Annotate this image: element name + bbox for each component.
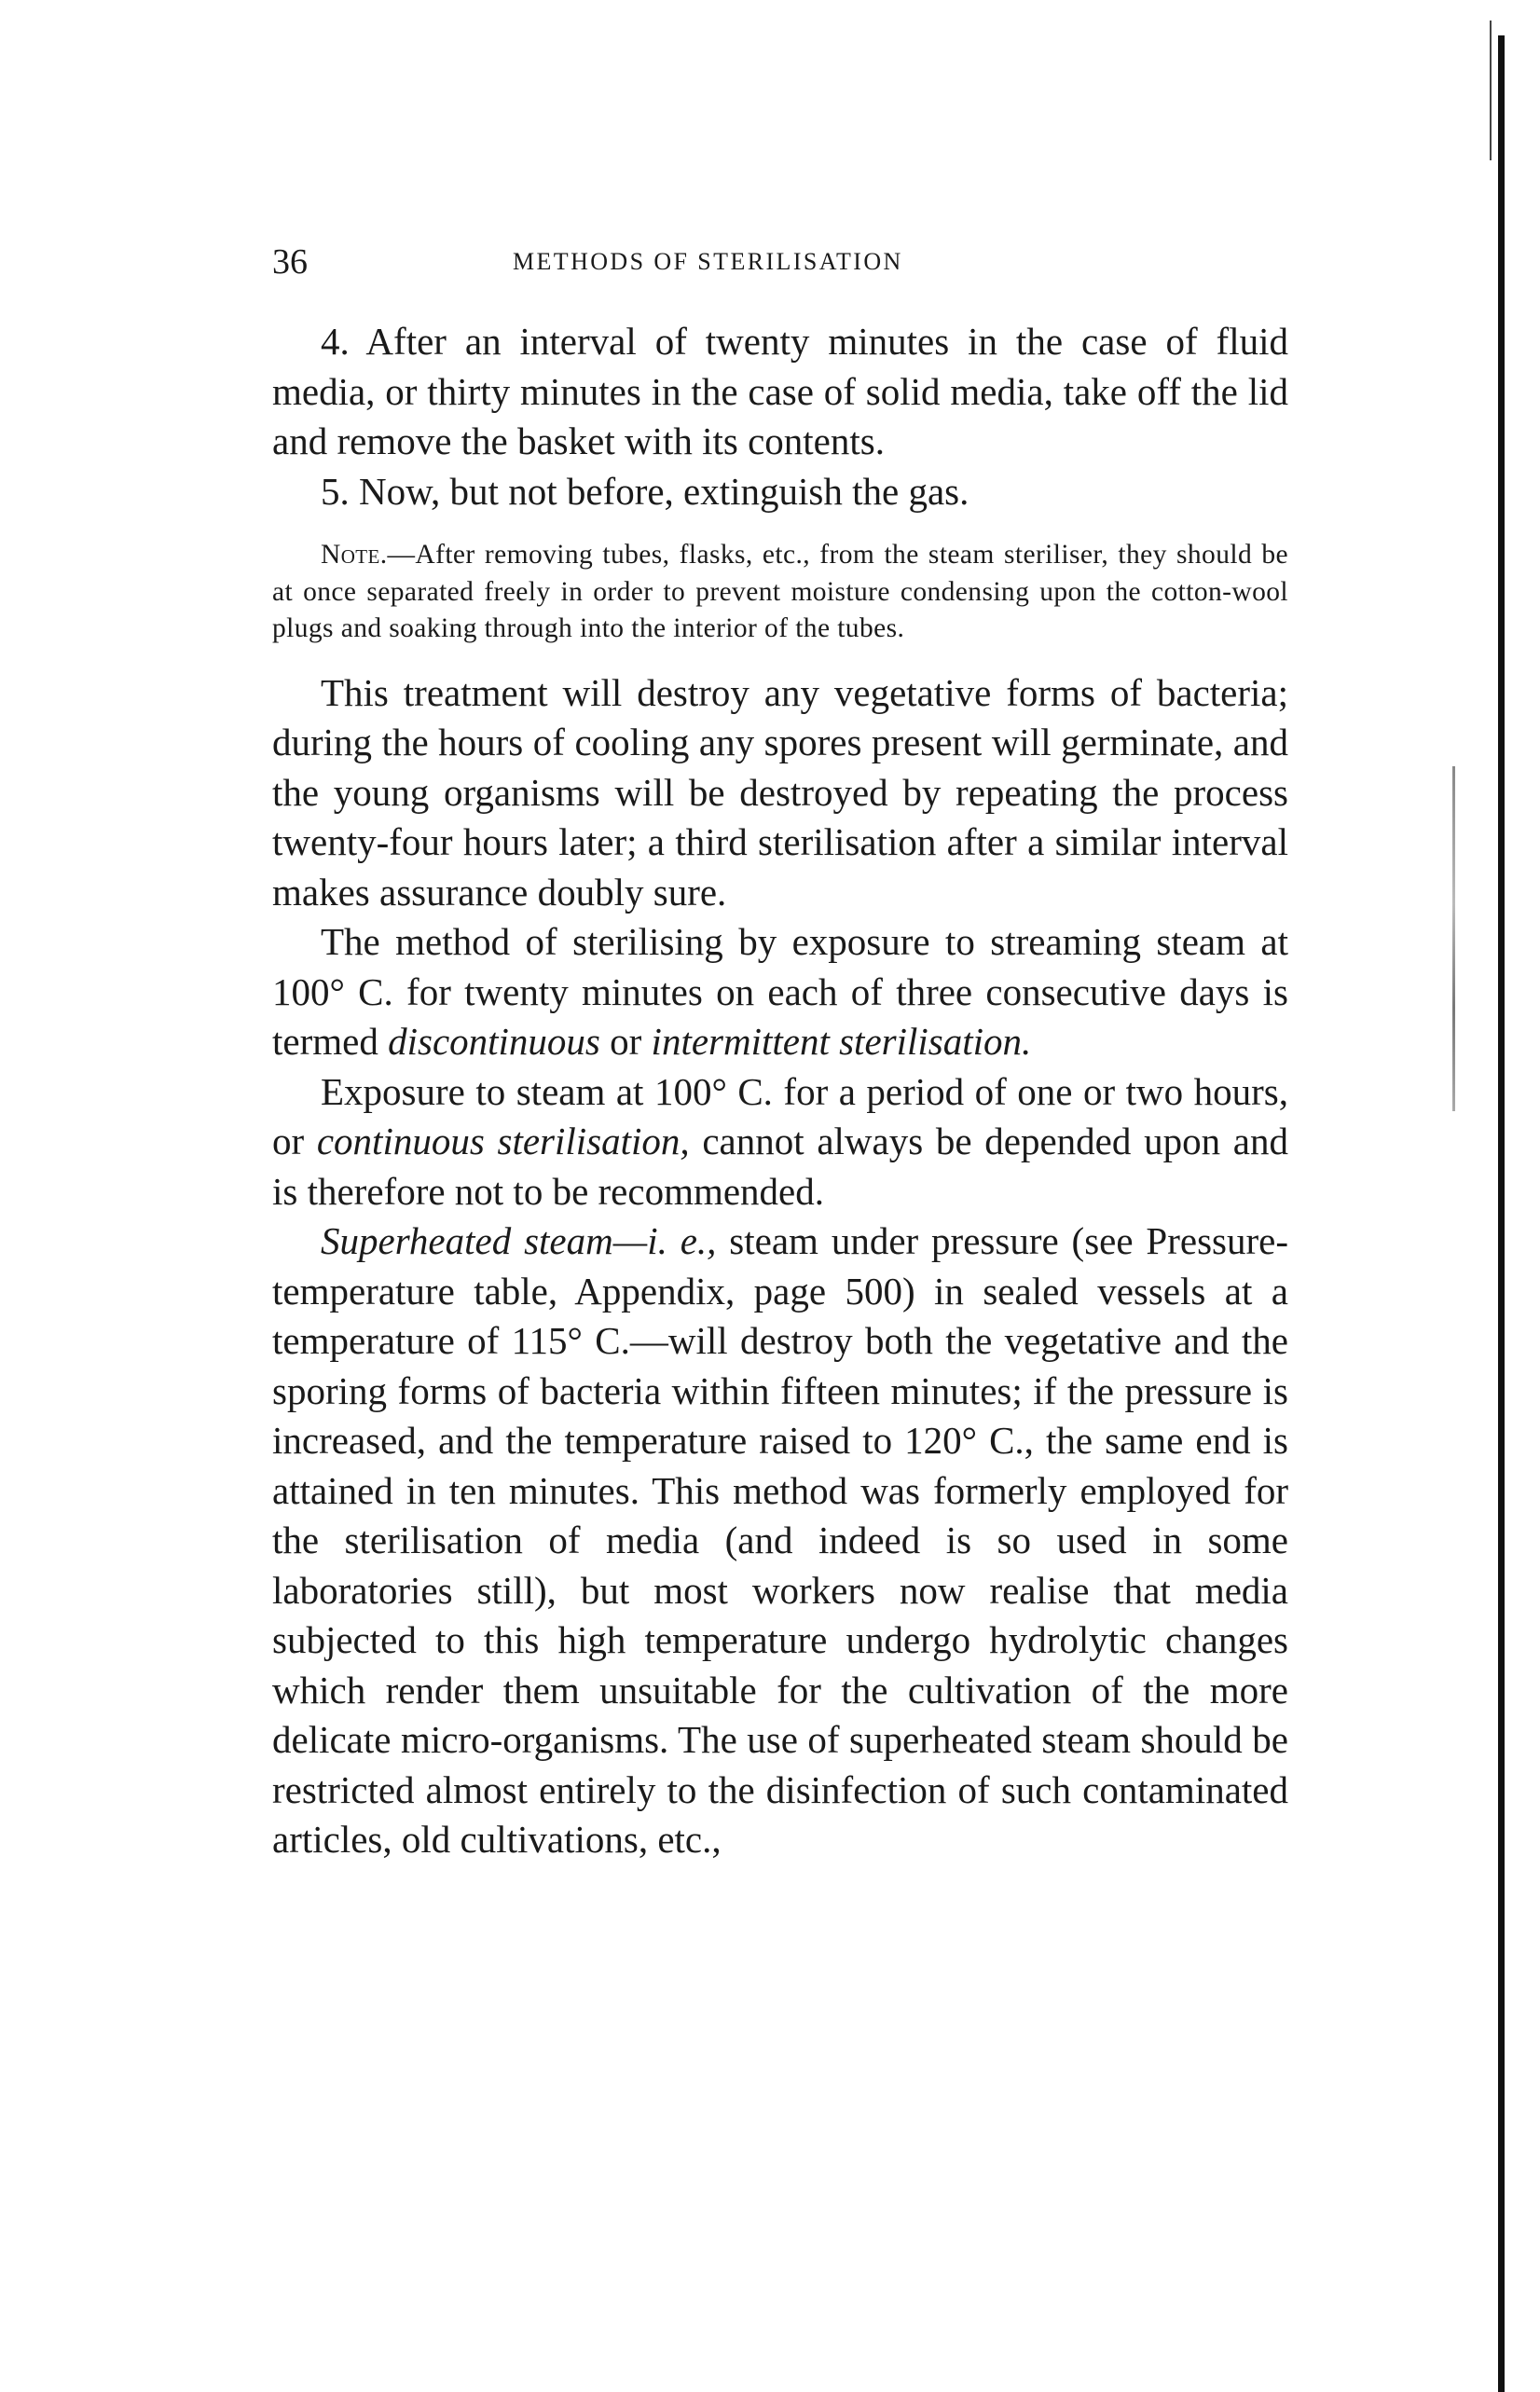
paragraph-intermittent-or: or — [599, 1020, 652, 1063]
step-5: 5. Now, but not before, extinguish the gas. — [321, 469, 969, 513]
paragraph-continuous-end: cannot always be depended upon and is therefore not to be recommended. — [272, 1120, 1288, 1213]
paragraph-treatment: This treatment will destroy any vegetative forms of bacteria; during the hours of cooling any spores present will germinate, and the young organisms will be destroyed by repeating the process twenty-four hours later; a third sterilisation after a similar interval makes assurance doubly sure. — [272, 670, 1288, 914]
paragraph-continuous-start: Exposure to steam at 100° C. for a period of one or two hours, or — [272, 1069, 1288, 1162]
page-header — [272, 239, 1288, 285]
paragraph-intermittent — [272, 917, 1288, 1067]
paragraph-superheated-text: steam under pressure (see Pressure-temperature table, Appendix, page 500) in sealed vessels at a temperature of 115° C.—will destroy both the vegetative and the sporing forms of bacteria within fifteen minutes; if the pressure is increased, and the temperature raised to 120° C., the same end is attained in ten minutes. This method was formerly employed for the sterilisation of media (and indeed is so used in some laboratories still), but most workers now realise that media subjected to this high temperature undergo hydrolytic changes which render them unsuitable for the cultivation of the more delicate micro-organisms. The use of superheated steam should be restricted almost entirely to the disinfection of such contaminated articles, old cultivations, etc., — [272, 1219, 1289, 1861]
term-intermittent: intermittent sterilisation. — [651, 1020, 1032, 1063]
page-edge-shadow — [1498, 35, 1505, 2392]
paragraph-intermittent-start: The method of sterilising by exposure to streaming steam at 100° C. for twenty minutes on each of three consecutive days is termed — [272, 920, 1288, 1063]
step-4: 4. After an interval of twenty minutes in the case of fluid media, or thirty minutes in the case of solid media, take off the lid and remove the basket with its contents. — [272, 320, 1288, 462]
page-edge-line — [1490, 21, 1492, 160]
note-text: —After removing tubes, flasks, etc., from the steam steriliser, they should be at once separated freely in order to prevent moisture condensing upon the cotton-wool plugs and soaking through into the interior of the tubes. — [272, 540, 1288, 643]
note-paragraph — [272, 537, 1288, 648]
margin-mark — [1452, 766, 1455, 1111]
term-discontinuous: discontinuous — [388, 1020, 600, 1063]
running-head: METHODS OF STERILISATION — [513, 248, 903, 275]
page-number: 36 — [272, 242, 308, 282]
paragraph-continuous — [272, 1067, 1288, 1217]
term-superheated: Superheated steam—i. e., — [321, 1219, 717, 1262]
page-body — [272, 317, 1288, 1865]
note-label: Note. — [321, 540, 388, 570]
term-continuous: continuous sterilisation, — [316, 1120, 690, 1162]
paragraph-superheated — [272, 1217, 1288, 1865]
